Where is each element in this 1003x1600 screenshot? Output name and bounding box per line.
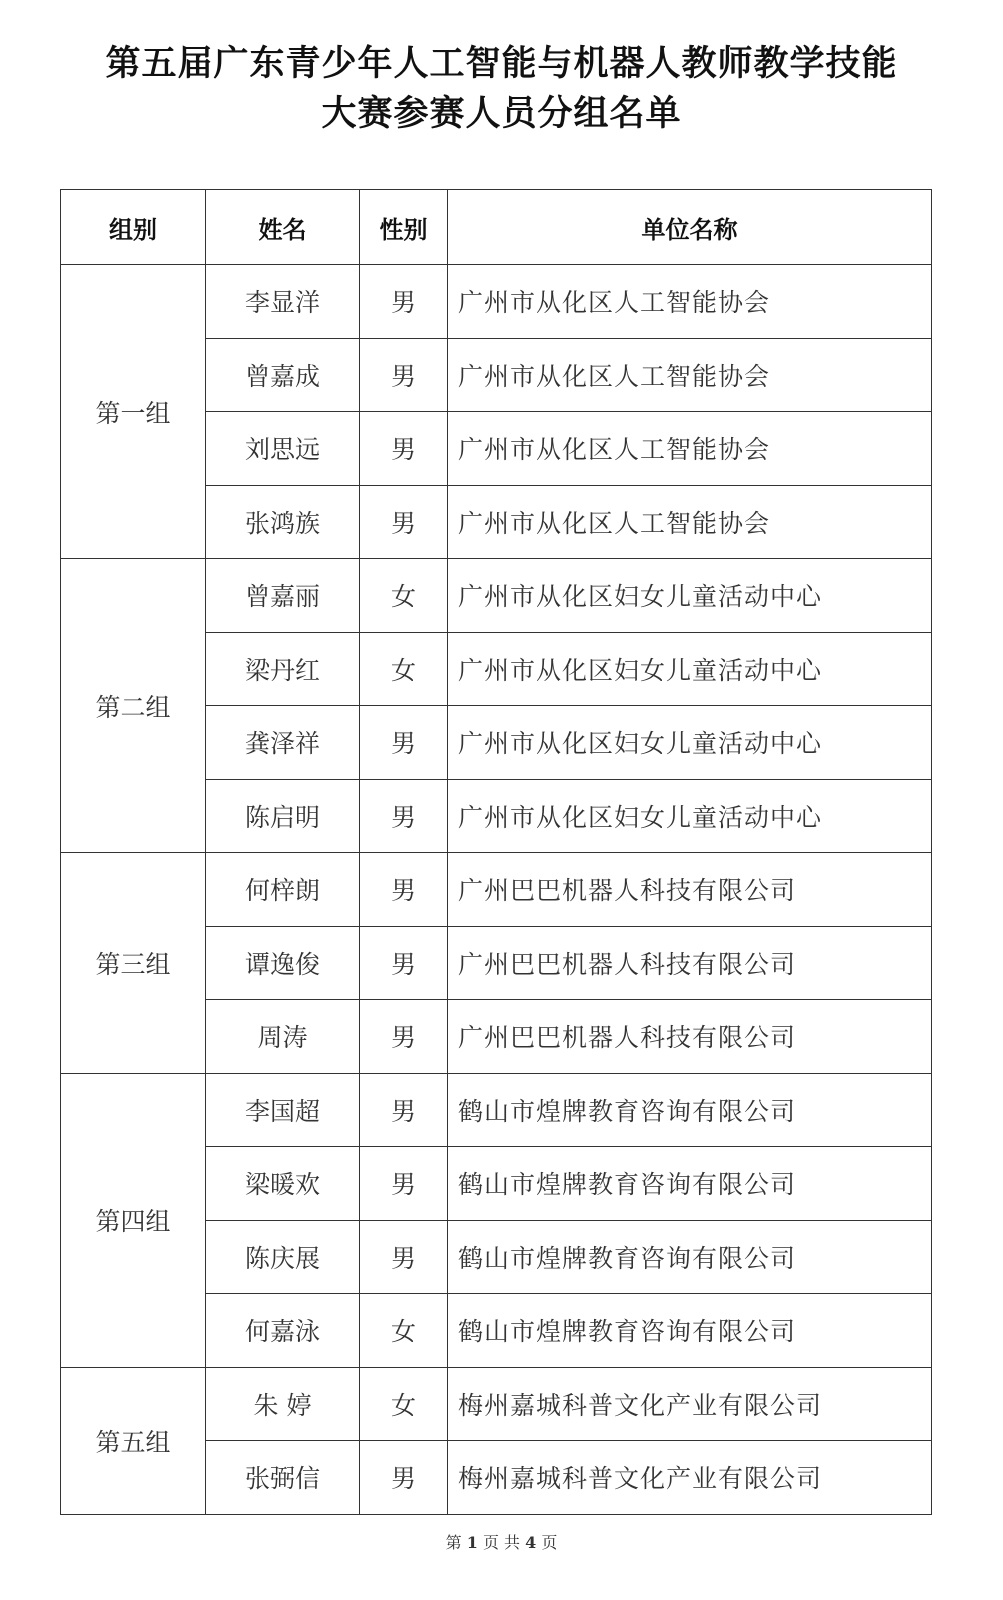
header-group: 组别 <box>61 190 206 265</box>
participant-unit: 鹤山市煌牌教育咨询有限公司 <box>448 1294 932 1368</box>
footer-total-pages: 4 <box>525 1533 537 1552</box>
participant-gender: 女 <box>360 559 448 633</box>
table-row <box>61 853 932 927</box>
participant-unit: 广州市从化区人工智能协会 <box>448 338 932 412</box>
participant-unit: 广州市从化区人工智能协会 <box>448 265 932 339</box>
participant-unit: 广州市从化区妇女儿童活动中心 <box>448 559 932 633</box>
header-unit: 单位名称 <box>448 190 932 265</box>
participant-gender: 男 <box>360 338 448 412</box>
group-label: 第四组 <box>61 1073 206 1367</box>
participant-gender: 男 <box>360 485 448 559</box>
document-title-line2: 大赛参赛人员分组名单 <box>321 94 682 134</box>
participant-gender: 男 <box>360 1441 448 1515</box>
table-header-row <box>61 190 932 265</box>
participant-gender: 男 <box>360 926 448 1000</box>
participant-name: 陈庆展 <box>206 1220 360 1294</box>
participant-name: 龚泽祥 <box>206 706 360 780</box>
header-gender: 性别 <box>360 190 448 265</box>
group-label: 第二组 <box>61 559 206 853</box>
participant-name: 何嘉泳 <box>206 1294 360 1368</box>
document-title-line1: 第五届广东青少年人工智能与机器人教师教学技能 <box>105 44 898 84</box>
participant-name: 曾嘉成 <box>206 338 360 412</box>
participant-gender: 男 <box>360 1000 448 1074</box>
group-label: 第三组 <box>61 853 206 1074</box>
participant-gender: 男 <box>360 1073 448 1147</box>
participant-unit: 广州市从化区妇女儿童活动中心 <box>448 706 932 780</box>
participant-unit: 梅州嘉城科普文化产业有限公司 <box>448 1367 932 1441</box>
header-name: 姓名 <box>206 190 360 265</box>
participant-unit: 广州市从化区人工智能协会 <box>448 412 932 486</box>
participant-gender: 男 <box>360 853 448 927</box>
participant-name: 陈启明 <box>206 779 360 853</box>
participant-name: 张弼信 <box>206 1441 360 1515</box>
footer-suffix: 页 <box>541 1533 558 1552</box>
table-row <box>61 265 932 339</box>
participant-gender: 女 <box>360 1294 448 1368</box>
participant-name: 张鸿族 <box>206 485 360 559</box>
participant-gender: 男 <box>360 1147 448 1221</box>
participant-gender: 男 <box>360 706 448 780</box>
participant-unit: 广州巴巴机器人科技有限公司 <box>448 926 932 1000</box>
participant-unit: 鹤山市煌牌教育咨询有限公司 <box>448 1147 932 1221</box>
participant-name: 刘思远 <box>206 412 360 486</box>
group-label: 第五组 <box>61 1367 206 1514</box>
table-row <box>61 559 932 633</box>
participant-name: 周涛 <box>206 1000 360 1074</box>
footer-page-number: 1 <box>466 1533 478 1552</box>
participant-gender: 男 <box>360 412 448 486</box>
participant-gender: 男 <box>360 779 448 853</box>
participant-unit: 广州市从化区人工智能协会 <box>448 485 932 559</box>
footer-middle: 页 共 <box>482 1533 521 1552</box>
participant-name: 梁丹红 <box>206 632 360 706</box>
group-label: 第一组 <box>61 265 206 559</box>
participant-name: 朱 婷 <box>206 1367 360 1441</box>
participant-unit: 鹤山市煌牌教育咨询有限公司 <box>448 1220 932 1294</box>
participant-gender: 女 <box>360 1367 448 1441</box>
participant-gender: 女 <box>360 632 448 706</box>
participant-gender: 男 <box>360 265 448 339</box>
participant-name: 李显洋 <box>206 265 360 339</box>
participants-table <box>60 189 932 1515</box>
participant-unit: 梅州嘉城科普文化产业有限公司 <box>448 1441 932 1515</box>
participant-name: 曾嘉丽 <box>206 559 360 633</box>
page-footer <box>0 1530 1003 1553</box>
participant-unit: 广州巴巴机器人科技有限公司 <box>448 853 932 927</box>
participant-unit: 广州市从化区妇女儿童活动中心 <box>448 632 932 706</box>
participant-unit: 鹤山市煌牌教育咨询有限公司 <box>448 1073 932 1147</box>
table-body <box>61 265 932 1515</box>
table-row <box>61 1367 932 1441</box>
participant-name: 梁暖欢 <box>206 1147 360 1221</box>
participant-gender: 男 <box>360 1220 448 1294</box>
participant-name: 何梓朗 <box>206 853 360 927</box>
participant-name: 李国超 <box>206 1073 360 1147</box>
participant-name: 谭逸俊 <box>206 926 360 1000</box>
footer-prefix: 第 <box>445 1533 462 1552</box>
participant-unit: 广州巴巴机器人科技有限公司 <box>448 1000 932 1074</box>
table-row <box>61 1073 932 1147</box>
participant-unit: 广州市从化区妇女儿童活动中心 <box>448 779 932 853</box>
